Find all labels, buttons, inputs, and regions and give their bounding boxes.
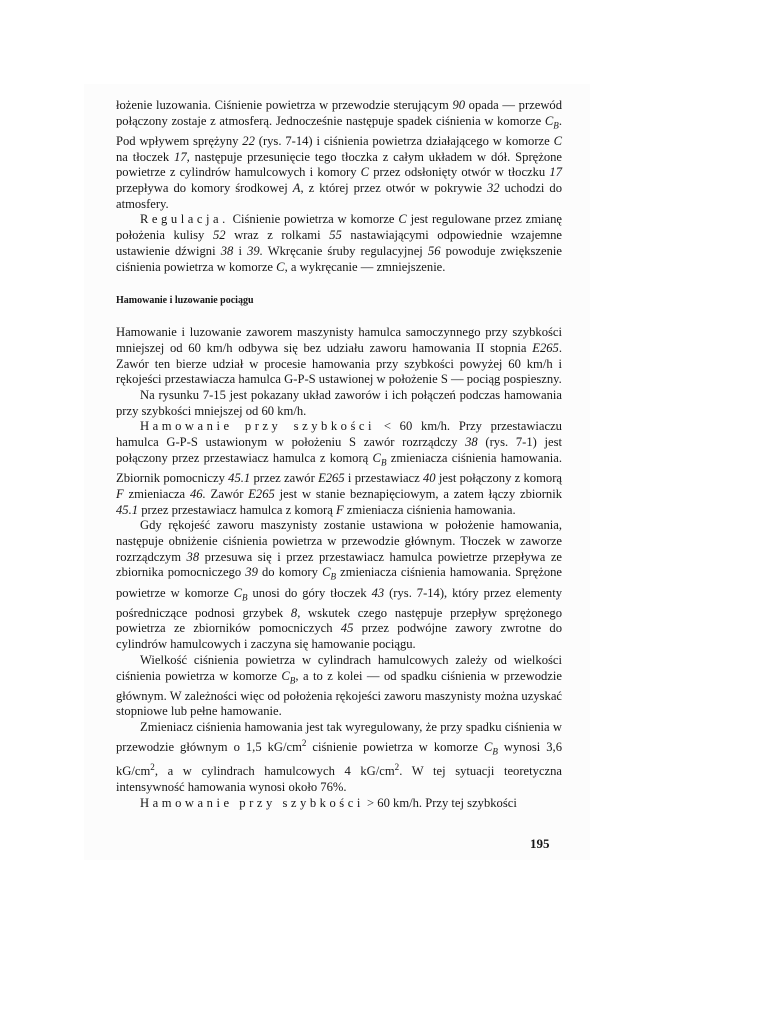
text-run: . Zawór ten bierze udział w procesie hamowania przy szybkości powyżej 60 km/h i rękojeści przestawiacza hamulca G-P-S ustawionej w położenie S — pociąg pospieszny. xyxy=(116,340,562,387)
text-run: przez podwójne zawory zwrotne do cylindrów hamulcowych i zaczyna się hamowanie pociągu. xyxy=(116,621,562,652)
paragraph xyxy=(116,796,562,812)
text-run: łożenie luzowania. Ciśnienie powietrza w przewodzie sterującym xyxy=(116,98,453,112)
text-run: unosi do góry tłoczek xyxy=(247,585,372,600)
text-run: zmieniacza ciśnienia hamowania. Zbiornik pomocniczy xyxy=(116,450,562,486)
text-run: zmieniacza ciśnienia hamowania. Sprężone powietrze w komorze xyxy=(116,565,563,600)
text-run: przez odsłonięty otwór w tłoczku xyxy=(369,165,550,180)
text-run: , a to z kolei — od spadku ciśnienia w przewodzie głównym. W zależności więc od położenia rękojeści zaworu maszynisty można uzyskać stopniowe lub pełne hamowanie. xyxy=(116,668,562,719)
text-run: 38 xyxy=(186,549,200,564)
text-run: przepływa do komory środkowej xyxy=(116,181,293,196)
text-run: < 60 km/h. Przy przestawiaczu hamulca G-P-S ustawionym w położeniu S zawór rozrządczy xyxy=(116,419,562,450)
section-heading: Hamowanie i luzowanie pociągu xyxy=(116,295,254,307)
paragraph xyxy=(116,720,562,796)
text-run: B xyxy=(380,457,387,468)
page-body-text xyxy=(116,98,562,812)
text-run: 39. xyxy=(247,243,263,258)
text-run: 43 xyxy=(371,585,385,600)
text-run: wynosi 3,6 kG/cm xyxy=(116,740,562,779)
text-run: B xyxy=(289,675,296,686)
text-run: Hamowanie i luzowanie zaworem maszynisty hamulca samoczynnego przy szybkości mniejszej od 60 km/h odbywa się bez udziału zaworu hamowania II stopnia xyxy=(116,325,562,355)
text-run: przez zawór xyxy=(250,471,319,486)
text-run: C xyxy=(281,668,290,683)
text-run: Wkręcanie śruby regulacyjnej xyxy=(262,243,428,258)
paragraph xyxy=(116,98,562,212)
paragraph xyxy=(116,653,562,720)
text-run: następuje przesunięcie tego tłoczka z całym układem w dół. Sprężone powietrze z cylindrów hamulcowych i komory xyxy=(116,149,563,180)
text-run: , a wykręcanie — zmniejszenie. xyxy=(284,259,446,274)
text-run: E265 xyxy=(318,471,345,486)
text-run: , wskutek czego następuje przepływ sprężonego powietrza ze zbiorników pomocniczych xyxy=(116,605,562,636)
paragraph xyxy=(116,388,562,419)
text-run: C xyxy=(233,585,243,600)
text-run: 17 xyxy=(549,165,562,180)
text-run: jest w stanie beznapięciowym, a zatem łączy zbiornik xyxy=(274,486,562,501)
text-run: 2 xyxy=(394,762,400,773)
text-run: Gdy rękojeść zaworu maszynisty zostanie ustawiona w położenie hamowania, następuje obniżenie ciśnienia powietrza w przewodzie głównym. Tłoczek w zaworze rozrządczym xyxy=(116,518,562,564)
text-run: F xyxy=(335,502,344,517)
text-run: 52 xyxy=(212,228,226,243)
paragraph xyxy=(116,212,562,275)
text-run: 38 xyxy=(220,243,234,258)
text-run: 8 xyxy=(290,605,298,620)
text-run: 45.1 xyxy=(116,502,139,517)
spaced-run-in-heading: Hamowanie przy szybkości xyxy=(140,795,364,810)
paragraph xyxy=(116,325,562,388)
text-run: (rys. 7-1) jest połączony przez przestawiacz hamulca z komorą xyxy=(116,435,562,465)
text-run: nastawiającymi odpowiednie wzajemne ustawienie dźwigni xyxy=(116,228,563,258)
text-run: 2 xyxy=(150,762,155,773)
text-run: uchodzi do atmosfery. xyxy=(116,181,563,211)
text-run: Ciśnienie powietrza w komorze xyxy=(228,212,399,227)
text-run: 56 xyxy=(427,243,441,258)
text-run: 17, xyxy=(174,149,190,164)
text-run: do komory xyxy=(257,565,323,580)
text-run: (rys. 7-14) i ciśnienia powietrza działającego w komorze xyxy=(254,133,554,148)
text-run: 55 xyxy=(329,228,342,243)
text-run: A xyxy=(292,181,301,196)
text-run: ciśnienie powietrza w komorze xyxy=(306,740,484,755)
text-run: jest połączony z komorą xyxy=(435,471,562,486)
text-run: jest regulowane przez zmianę położenia kulisy xyxy=(116,212,562,243)
text-run: Zawór xyxy=(205,486,249,501)
text-run: , a w cylindrach hamulcowych 4 kG/cm xyxy=(154,764,395,779)
text-run: C xyxy=(360,165,370,180)
text-run: 39 xyxy=(245,565,258,580)
text-run: przesuwa się i przez przestawiacz hamulca powietrze przepływa ze zbiornika pomocniczego xyxy=(116,549,563,580)
text-run: Zmieniacz ciśnienia hamowania jest tak wyregulowany, że przy spadku ciśnienia w przewodzie głównym o 1,5 kG/cm xyxy=(116,720,562,755)
text-run: Wielkość ciśnienia powietrza w cylindrach hamulcowych zależy od wielkości ciśnienia powietrza w komorze xyxy=(116,652,562,683)
paragraph xyxy=(116,419,562,518)
text-run: 40 xyxy=(423,471,436,486)
text-run: 22 xyxy=(242,133,255,148)
paragraph xyxy=(116,518,562,653)
text-run: 45.1 xyxy=(228,471,251,486)
text-run: 2 xyxy=(301,737,307,748)
text-run: C xyxy=(276,259,285,274)
text-run: B xyxy=(242,592,248,603)
text-run: C xyxy=(398,212,407,227)
spaced-run-in-heading: Hamowanie przy szybkości xyxy=(140,419,376,434)
text-run: , z której przez otwór w pokrywie xyxy=(300,181,487,196)
text-run: zmieniacza ciśnienia hamowania. xyxy=(343,502,516,517)
text-run: 45 xyxy=(340,621,354,636)
text-run: B xyxy=(330,571,337,582)
text-run: C xyxy=(372,450,381,465)
text-run: Na rysunku 7-15 jest pokazany układ zaworów i ich połączeń podczas hamowania przy szybkości mniejszej od 60 km/h. xyxy=(116,388,562,418)
text-run: . W tej sytuacji teoretyczna intensywność hamowania wynosi około 76%. xyxy=(116,764,563,795)
text-run: C xyxy=(483,740,493,755)
text-run: 90 xyxy=(452,98,466,112)
spaced-run-in-heading: Regulacja. xyxy=(140,212,229,227)
text-run: B xyxy=(492,746,498,757)
text-run: C xyxy=(553,133,562,148)
text-run: 32 xyxy=(486,181,500,196)
text-run: przez przestawiacz hamulca z komorą xyxy=(138,502,336,517)
text-run: E265 xyxy=(532,340,559,355)
text-run: B xyxy=(553,120,559,131)
text-run: zmieniacza xyxy=(123,486,190,501)
text-run: C xyxy=(544,113,554,128)
text-run: 38 xyxy=(465,435,478,450)
text-run: wraz z rolkami xyxy=(225,228,330,243)
text-run: i xyxy=(233,243,248,258)
text-run: na tłoczek xyxy=(116,149,175,164)
text-run: C xyxy=(322,565,331,580)
text-run: 46. xyxy=(189,486,206,501)
page-number: 195 xyxy=(530,836,550,851)
text-run: E265 xyxy=(248,486,275,501)
text-run: powoduje zwiększenie ciśnienia powietrza w komorze xyxy=(116,243,562,274)
text-run: > 60 km/h. Przy tej szybkości xyxy=(363,795,517,810)
text-run: F xyxy=(116,486,124,501)
text-run: . Pod wpływem sprężyny xyxy=(116,113,562,148)
text-run: (rys. 7-14), który przez elementy pośredniczące podnosi grzybek xyxy=(116,585,563,620)
text-run: i przestawiacz xyxy=(344,471,423,486)
text-run: opada — przewód połączony zostaje z atmosferą. Jednocześnie następuje spadek ciśnienia w komorze xyxy=(116,98,563,128)
